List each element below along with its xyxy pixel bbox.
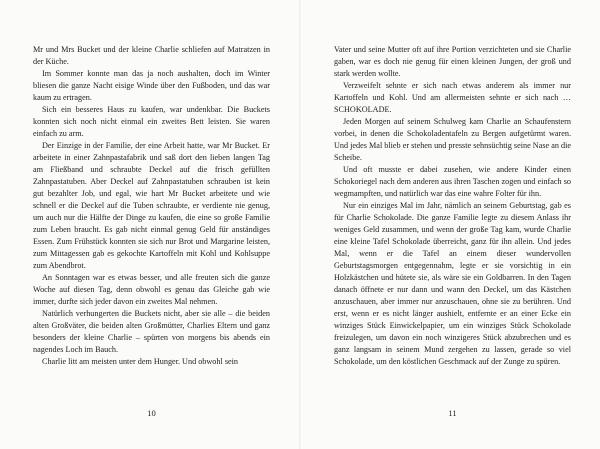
paragraph: An Sonntagen war es etwas besser, und alle freuten sich die ganze Woche auf diesen Tag, denn obwohl es genau das Gleiche gab wie immer, durfte sich jeder davon ein zweites Mal nehmen. bbox=[33, 273, 270, 306]
right-page-text bbox=[334, 44, 571, 368]
paragraph: Im Sommer konnte man das ja noch aushalten, doch im Winter bliesen die ganze Nacht eisige Winde über den Fußboden, und das war kaum zu ertragen. bbox=[33, 69, 270, 102]
left-page-text bbox=[33, 44, 270, 368]
page-number: 10 bbox=[147, 408, 156, 418]
paragraph: Nur ein einziges Mal im Jahr, nämlich an seinem Geburtstag, gab es für Charlie Schokolade. Die ganze Familie legte zu diesem Anlass ihr weniges Geld zusammen, und wenn der große Tag kam, wurde Charlie eine kleine Tafel Schokolade überreicht, ganz für ihn allein. Und jedes Mal, wenn er die Tafel an einem dieser wundervollen Geburtstagsmorgen entgegennahm, legte er sie vorsichtig in ein Holzkästchen und hütete sie, als wäre sie ein Goldbarren. In den Tagen danach öffnete er nur dann und wann den Deckel, um das Kästchen anzuschauen, aber immer nur anzuschauen, ohne sie zu berühren. Und erst, wenn er es nicht länger aushielt, entfernte er an einer Ecke ein winziges Stück Einwickelpapier, um ein winziges Stück Schokolade freizulegen, um davon ein noch winzigeres Stück abzubrechen und es ganz langsam in seinem Mund zergehen zu lassen, gerade so viel Schokolade, um den köstlichen Geschmack auf der Zunge zu spüren. bbox=[334, 201, 571, 366]
paragraph: Und oft musste er dabei zusehen, wie andere Kinder einen Schokoriegel nach dem anderen aus ihren Taschen zogen und einfach so wegmampften, und natürlich war das eine wahre Folter für ihn. bbox=[334, 165, 571, 198]
paragraph: Mr und Mrs Bucket und der kleine Charlie schliefen auf Matratzen in der Küche. bbox=[33, 45, 270, 66]
paragraph: Charlie litt am meisten unter dem Hunger. Und obwohl sein bbox=[42, 357, 239, 366]
paragraph: Sich ein besseres Haus zu kaufen, war undenkbar. Die Buckets konnten sich noch nicht einmal ein zweites Bett leisten. Sie waren einfach zu arm. bbox=[33, 105, 270, 138]
paragraph: Jeden Morgen auf seinem Schulweg kam Charlie an Schaufenstern vorbei, in denen die Schokoladentafeln zu Bergen aufgetürmt waren. Und jedes Mal blieb er stehen und presste sehnsüchtig seine Nase an die Scheibe. bbox=[334, 117, 571, 162]
paragraph: Der Einzige in der Familie, der eine Arbeit hatte, war Mr Bucket. Er arbeitete in einer Zahnpastafabrik und saß dort den lieben langen Tag am Fließband und schraubte Deckel auf die frisch gefüllten Zahnpastatuben. Aber Deckel auf Zahnpastatuben schrauben ist kein gut bezahlter Job, und egal, wie hart Mr Bucket arbeitete und wie schnell er die Deckel auf die Tuben schraubte, er verdiente nie genug, um auch nur die Hälfte der Dinge zu kaufen, die eine so große Familie zum Leben braucht. Es gab nicht einmal genug Geld für anständiges Essen. Zum Frühstück konnten sie sich nur Brot und Margarine leisten, zum Mittagessen gab es gekochte Kartoffeln mit Kohl und Kohlsuppe zum Abendbrot. bbox=[33, 141, 270, 270]
paragraph: Vater und seine Mutter oft auf ihre Portion verzichteten und sie Charlie gaben, war es doch nie genug für einen kleinen Jungen, der groß und stark werden wollte. bbox=[334, 45, 571, 78]
paragraph: Natürlich verhungerten die Buckets nicht, aber sie alle – die beiden alten Großväter, die beiden alten Großmütter, Charlies Eltern und ganz besonders der kleine Charlie – spürten von morgens bis abends ein nagendes Loch im Bauch. bbox=[33, 309, 270, 354]
right-page bbox=[300, 0, 600, 449]
page-number: 11 bbox=[448, 408, 457, 418]
paragraph: Verzweifelt sehnte er sich nach etwas anderem als immer nur Kartoffeln und Kohl. Und am allermeisten sehnte er sich nach … SCHOKOLADE. bbox=[334, 81, 571, 114]
